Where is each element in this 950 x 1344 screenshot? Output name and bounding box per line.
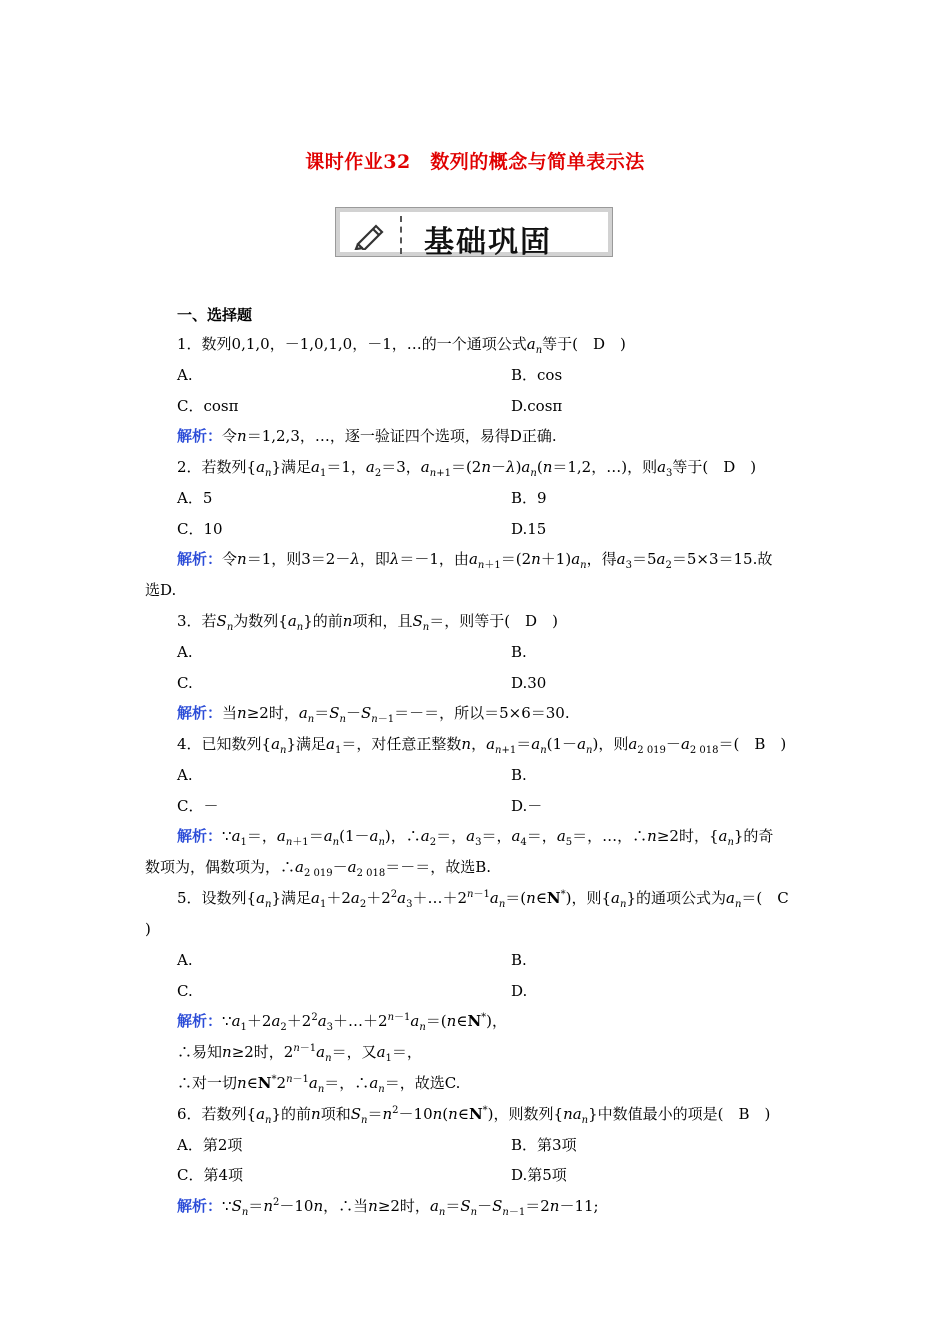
q2-option-d: D.15 bbox=[511, 520, 547, 538]
question-5-stem-cont: ) bbox=[145, 920, 151, 938]
q1-analysis: 解析：令n＝1,2,3，…，逐一验证四个选项，易得D正确. bbox=[177, 427, 557, 445]
section-banner bbox=[335, 207, 613, 260]
analysis-label: 解析： bbox=[177, 1012, 223, 1030]
analysis-label: 解析： bbox=[177, 827, 223, 845]
q1-option-b: B．cos bbox=[511, 366, 563, 384]
q5-analysis-line3: ∴对一切$n\in N^*2^{n-1}a_n=$，$\therefore a_n=$，故选C. bbox=[177, 1074, 461, 1095]
q6-option-d: D.第5项 bbox=[511, 1166, 567, 1184]
q1-option-c: C．cosπ bbox=[177, 397, 239, 415]
q2-option-b: B．9 bbox=[511, 489, 547, 507]
q2-analysis: 解析：令n＝1，则3＝2－λ，即λ＝－1，由$a_{n+1}=(2n+1)a_n$，得$a_3=5a_2=5\times 3=15$.故 bbox=[177, 550, 773, 571]
q2-analysis-cont: 选D. bbox=[145, 581, 177, 599]
q5-option-b: B. bbox=[511, 951, 527, 969]
q4-analysis: 解析：$\because a_1=$，$a_{n+1}=a_n(1-a_n)$，$\therefore a_2=$，$a_3=$，$a_4=$，$a_5=$，…，∴n≥2时，$\{a_n\}$的奇 bbox=[177, 827, 774, 848]
banner-divider bbox=[400, 216, 402, 254]
question-4-stem: 4．已知数列$\{a_n\}$满足$a_1=$，对任意正整数n，$a_{n+1}=a_n(1-a_n)$，则$a_{2 019}-a_{2 018}=$( B ) bbox=[177, 735, 787, 756]
q4-option-a: A. bbox=[177, 766, 193, 784]
q6-option-b: B．第3项 bbox=[511, 1136, 577, 1154]
q2-option-c: C．10 bbox=[177, 520, 223, 538]
q5-option-a: A. bbox=[177, 951, 193, 969]
analysis-label: 解析： bbox=[177, 1197, 223, 1215]
q3-option-b: B. bbox=[511, 643, 527, 661]
page-title: 课时作业32 数列的概念与简单表示法 bbox=[305, 151, 645, 173]
q4-analysis-cont: 数项为，偶数项为，$\therefore a_{2 019}-a_{2 018}=-=$，故选B. bbox=[145, 858, 492, 879]
question-6-stem: 6．若数列$\{a_n\}$的前n项和$S_n=n^2-10n(n\in N^*)$，则数列$\{na_n\}$中数值最小的项是( B ) bbox=[177, 1105, 771, 1126]
analysis-label: 解析： bbox=[177, 550, 223, 568]
q5-option-d: D. bbox=[511, 982, 528, 1000]
analysis-label: 解析： bbox=[177, 704, 223, 722]
pencil-icon bbox=[354, 220, 388, 250]
q2-option-a: A．5 bbox=[177, 489, 213, 507]
q1-option-a: A. bbox=[177, 366, 193, 384]
q1-option-d: D.cosπ bbox=[511, 397, 563, 415]
question-2-stem: 2．若数列$\{a_n\}$满足$a_1=1$，$a_2=3$，$a_{n+1}=(2n-\lambda)a_n(n=1,2$，…)，则$a_3$等于( D ) bbox=[177, 458, 757, 479]
analysis-label: 解析： bbox=[177, 427, 223, 445]
q6-option-c: C．第4项 bbox=[177, 1166, 244, 1184]
q4-option-c: C．－ bbox=[177, 797, 219, 815]
q3-option-c: C. bbox=[177, 674, 193, 692]
q4-option-d: D.－ bbox=[511, 797, 543, 815]
q3-option-a: A. bbox=[177, 643, 193, 661]
q5-analysis: 解析：$\because a_1+2a_2+2^2a_3+\dots+2^{n-1}a_n=(n\in N^*)$， bbox=[177, 1012, 508, 1033]
q3-analysis: 解析：当n≥2时，$a_n=S_n-S_{n-1}=-=$，所以＝5×6＝30. bbox=[177, 704, 570, 725]
question-3-stem: 3．若$S_n$为数列$\{a_n\}$的前n项和，且$S_n=$，则等于( D ) bbox=[177, 612, 558, 633]
q5-option-c: C. bbox=[177, 982, 193, 1000]
question-1-stem: 1．数列0,1,0，－1,0,1,0，－1，…的一个通项公式$a_n$等于( D ) bbox=[177, 335, 626, 356]
q5-analysis-line2: ∴易知n≥2时，$2^{n-1}a_n=$，又$a_1=$， bbox=[177, 1043, 422, 1064]
section-heading: 一、选择题 bbox=[177, 306, 253, 324]
q6-option-a: A．第2项 bbox=[177, 1136, 243, 1154]
q4-option-b: B. bbox=[511, 766, 527, 784]
banner-label: 基础巩固 bbox=[424, 225, 552, 260]
question-5-stem: 5．设数列$\{a_n\}$满足$a_1+2a_2+2^2a_3+\dots+2^{n-1}a_n=(n\in N^*)$，则$\{a_n\}$的通项公式为$a_n=$( C bbox=[177, 889, 789, 910]
q3-option-d: D.30 bbox=[511, 674, 547, 692]
q6-analysis: 解析：$\because S_n=n^2-10n$，∴当n≥2时，$a_n=S_n-S_{n-1}=2n-11$; bbox=[177, 1197, 599, 1218]
